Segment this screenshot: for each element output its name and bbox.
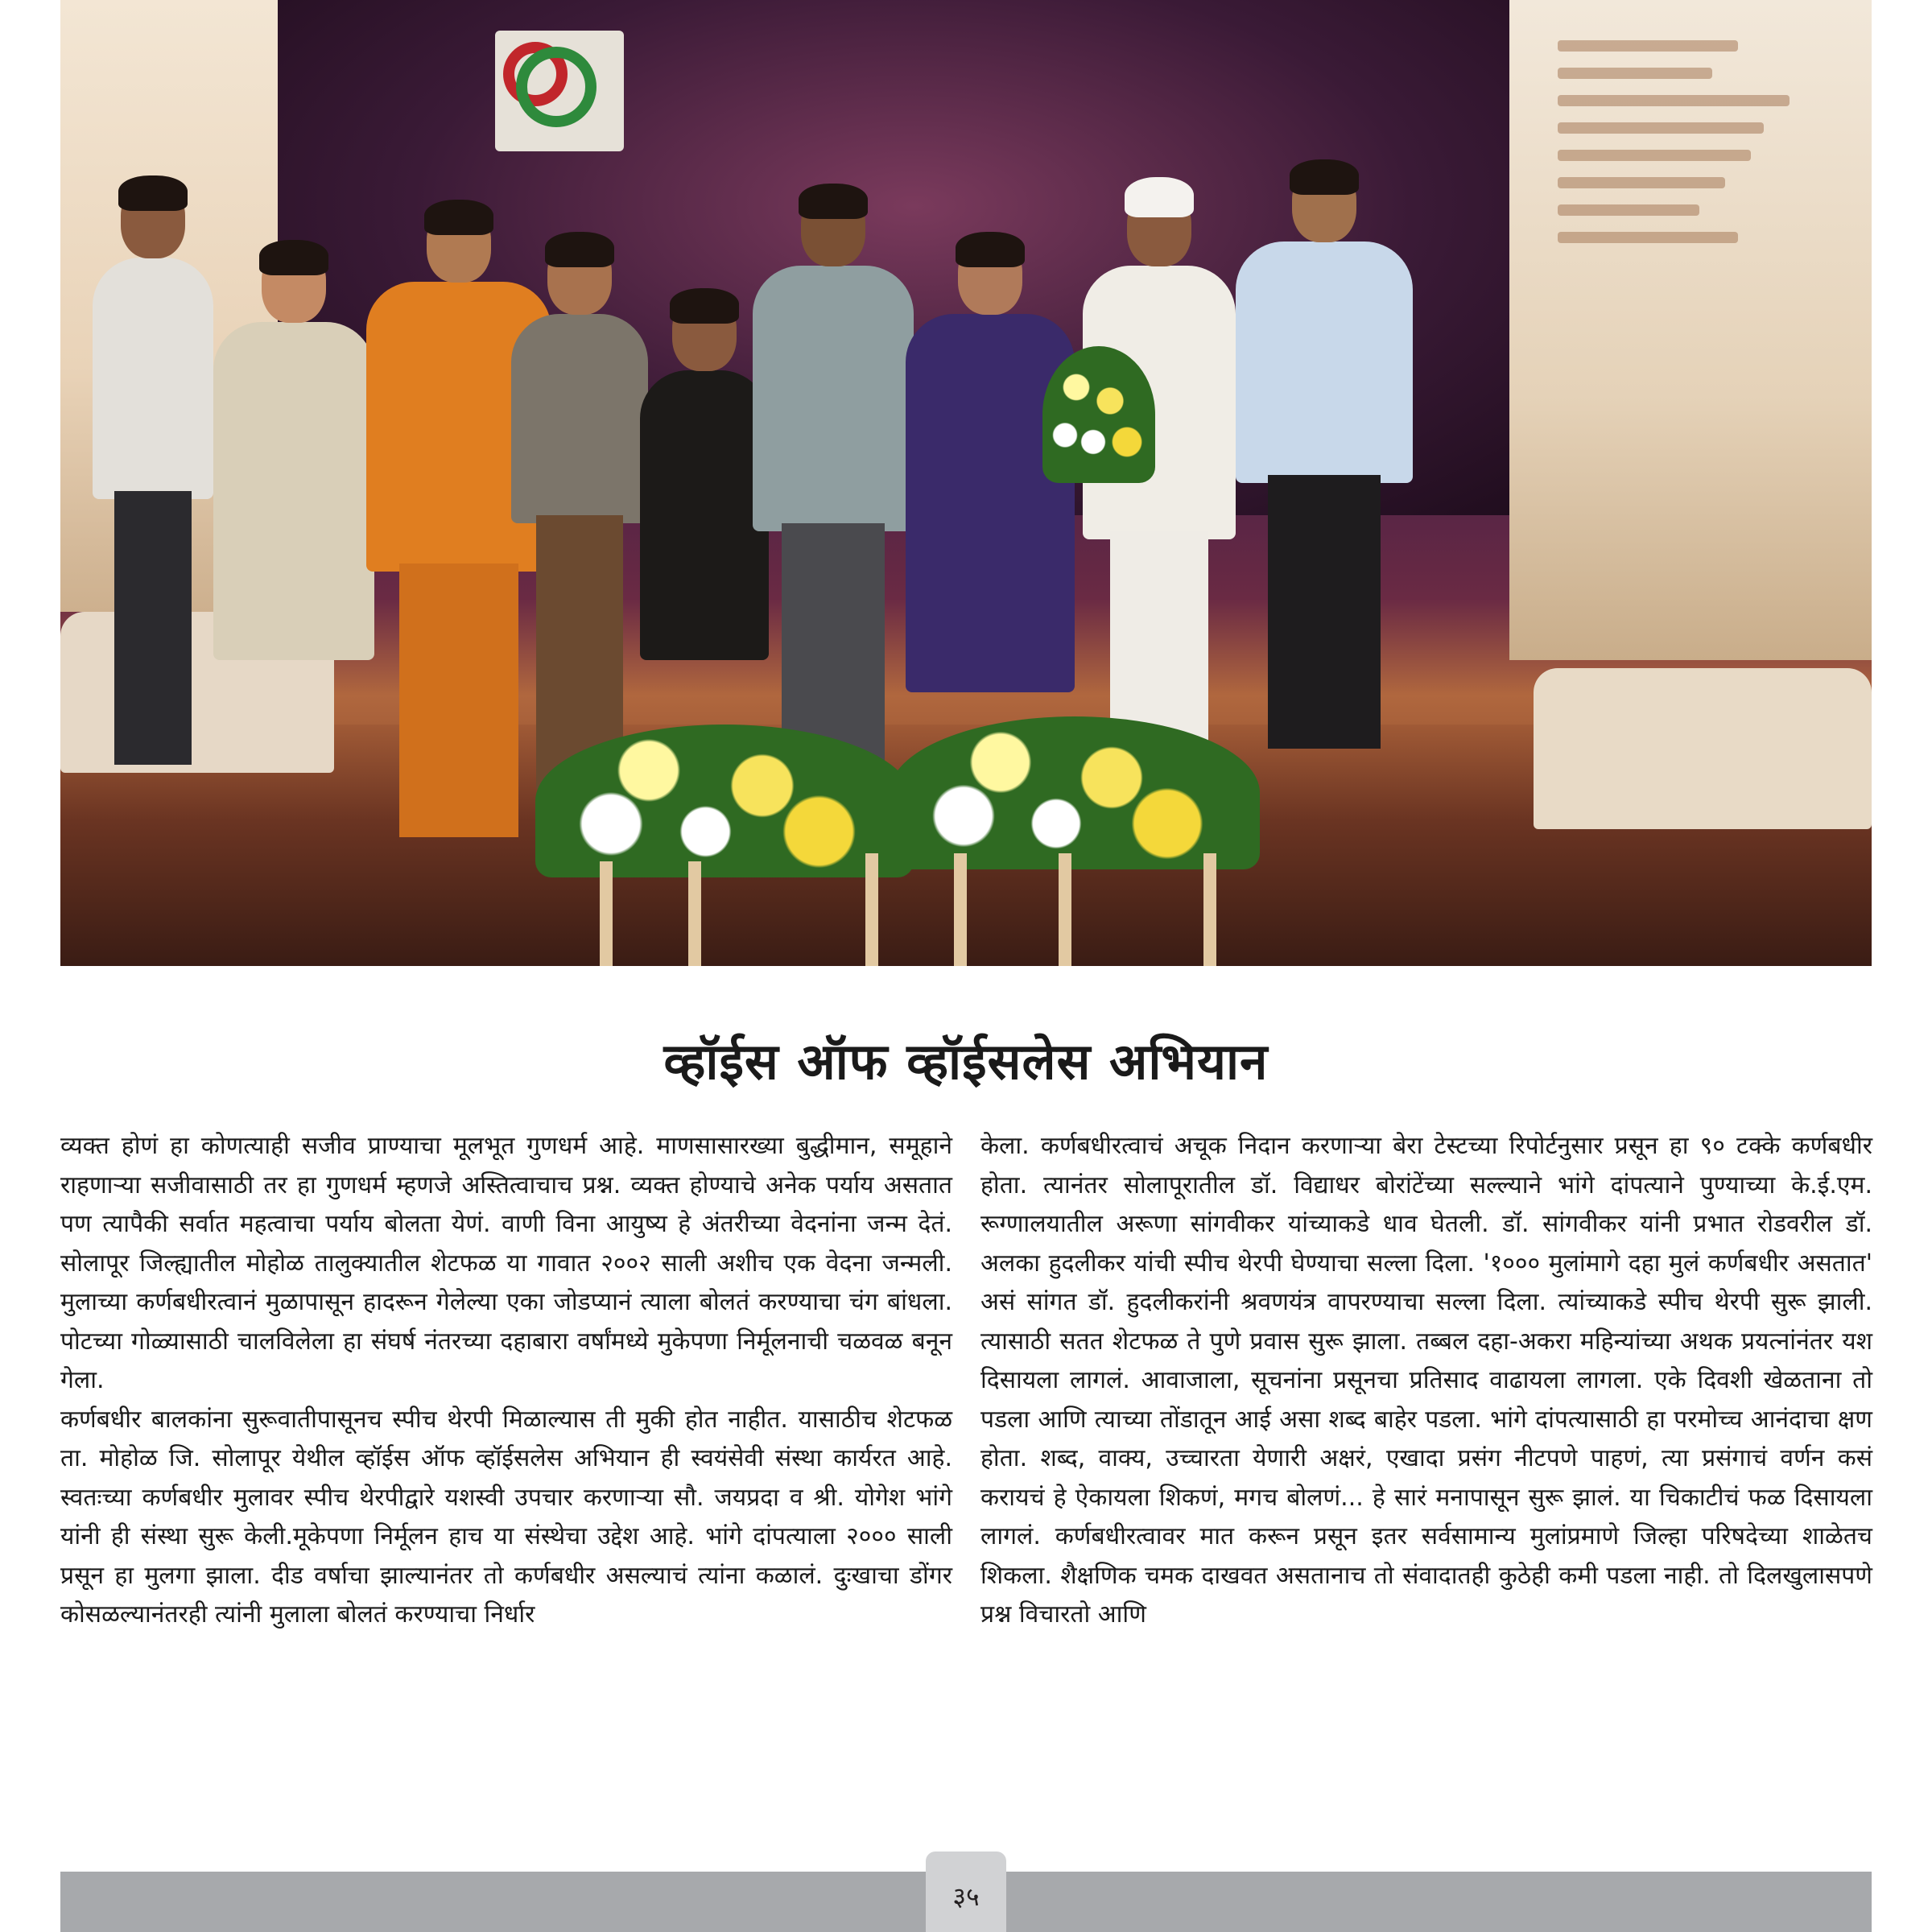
sofa-right bbox=[1534, 668, 1872, 829]
page-number-box bbox=[926, 1852, 1006, 1932]
person-5 bbox=[640, 370, 769, 660]
paragraph: केला. कर्णबधीरत्वाचं अचूक निदान करणाऱ्या बेरा टेस्टच्या रिपोर्टनुसार प्रसून हा ९० टक्के कर्णबधीर होता. त्यानंतर सोलापूरातील डॉ. विद्याधर बोरांटेंच्या सल्ल्याने भांगे दांपत्याने पुण्याच्या के.ई.एम. रूग्णालयातील अरूणा सांगवीकर यांच्याकडे धाव घेतली. डॉ. सांगवीकर यांनी प्रभात रोडवरील डॉ. अलका हुदलीकर यांची स्पीच थेरपी घेण्याचा सल्ला दिला. '१००० मुलांमागे दहा मुलं कर्णबधीर असतात' असं सांगत डॉ. हुदलीकरांनी श्रवणयंत्र वापरण्याचा सल्ला दिला. त्यांच्याकडे स्पीच थेरपी सुरू झाली. त्यासाठी सतत शेटफळ ते पुणे प्रवास सुरू झाला. तब्बल दहा-अकरा महिन्यांच्या अथक प्रयत्नांनंतर यश दिसायला लागलं. आवाजाला, सूचनांना प्रसूनचा प्रतिसाद वाढायला लागला. एके दिवशी खेळताना तो पडला आणि त्याच्या तोंडातून आई असा शब्द बाहेर पडला. भांगे दांपत्यासाठी हा परमोच्च आनंदाचा क्षण होता. शब्द, वाक्य, उच्चारता येणारी अक्षरं, एखादा प्रसंग नीटपणे पाहणं, त्या प्रसंगाचं वर्णन कसं करायचं हे ऐकायला शिकणं, मगच बोलणं... हे सारं मनापासून सुरू झालं. या चिकाटीचं फळ दिसायला लागलं. कर्णबधीरत्वावर मात करून प्रसून इतर सर्वसामान्य मुलांप्रमाणे जिल्हा परिषदेच्या शाळेतच शिकला. शैक्षणिक चमक दाखवत असतानाच तो संवादातही कुठेही कमी पडला नाही. तो दिलखुलासपणे प्रश्न विचारतो आणि bbox=[980, 1132, 1872, 1629]
article-title: व्हॉईस ऑफ व्हॉईसलेस अभियान bbox=[663, 1032, 1269, 1091]
banner-text-lines bbox=[1558, 24, 1815, 259]
sponsor-logo bbox=[495, 31, 624, 151]
person-6 bbox=[753, 266, 914, 531]
flower-arrangement-left bbox=[535, 724, 914, 877]
person-1 bbox=[93, 258, 213, 499]
ceremony-photo bbox=[60, 0, 1872, 966]
article-column-right bbox=[980, 1127, 1872, 1635]
person-2 bbox=[213, 322, 374, 660]
person-4 bbox=[511, 314, 648, 523]
page-number: ३५ bbox=[952, 1881, 980, 1912]
flower-bouquet bbox=[1042, 346, 1155, 483]
right-banner bbox=[1509, 0, 1872, 660]
person-9 bbox=[1236, 242, 1413, 483]
paragraph: व्यक्त होणं हा कोणत्याही सजीव प्राण्याचा मूलभूत गुणधर्म आहे. माणसासारख्या बुद्धीमान, समूहाने राहणाऱ्या सजीवासाठी तर हा गुणधर्म म्हणजे अस्तित्वाचाच प्रश्न. व्यक्त होण्याचे अनेक पर्याय असतात पण त्यापैकी सर्वात महत्वाचा पर्याय बोलता येणं. वाणी विना आयुष्य हे अंतरीच्या वेदनांना जन्म देतं. सोलापूर जिल्ह्यातील मोहोळ तालुक्यातील शेटफळ या गावात २००२ साली अशीच एक वेदना जन्मली. मुलाच्या कर्णबधीरत्वानं मुळापासून हादरून गेलेल्या एका जोडप्यानं त्याला बोलतं करण्याचा चंग बांधला. पोटच्या गोळ्यासाठी चालविलेला हा संघर्ष नंतरच्या दहाबारा वर्षांमध्ये मुकेपणा निर्मूलनाची चळवळ बनून गेला. bbox=[60, 1132, 952, 1394]
paragraph: कर्णबधीर बालकांना सुरूवातीपासूनच स्पीच थेरपी मिळाल्यास ती मुकी होत नाहीत. यासाठीच शेटफळ ता. मोहोळ जि. सोलापूर येथील व्हॉईस ऑफ व्हॉईसलेस अभियान ही स्वयंसेवी संस्था कार्यरत आहे. स्वतःच्या कर्णबधीर मुलावर स्पीच थेरपीद्वारे यशस्वी उपचार करणाऱ्या सौ. जयप्रदा व श्री. योगेश भांगे यांनी ही संस्था सुरू केली.मूकेपणा निर्मूलन हाच या संस्थेचा उद्देश आहे. भांगे दांपत्याला २००० साली प्रसून हा मुलगा झाला. दीड वर्षाचा झाल्यानंतर तो कर्णबधीर असल्याचं त्यांना कळालं. दुःखाचा डोंगर कोसळल्यानंतरही त्यांनी मुलाला बोलतं करण्याचा निर्धार bbox=[60, 1405, 952, 1629]
flower-arrangement-right bbox=[890, 716, 1260, 869]
article-column-left bbox=[60, 1127, 952, 1635]
person-7 bbox=[906, 314, 1075, 692]
